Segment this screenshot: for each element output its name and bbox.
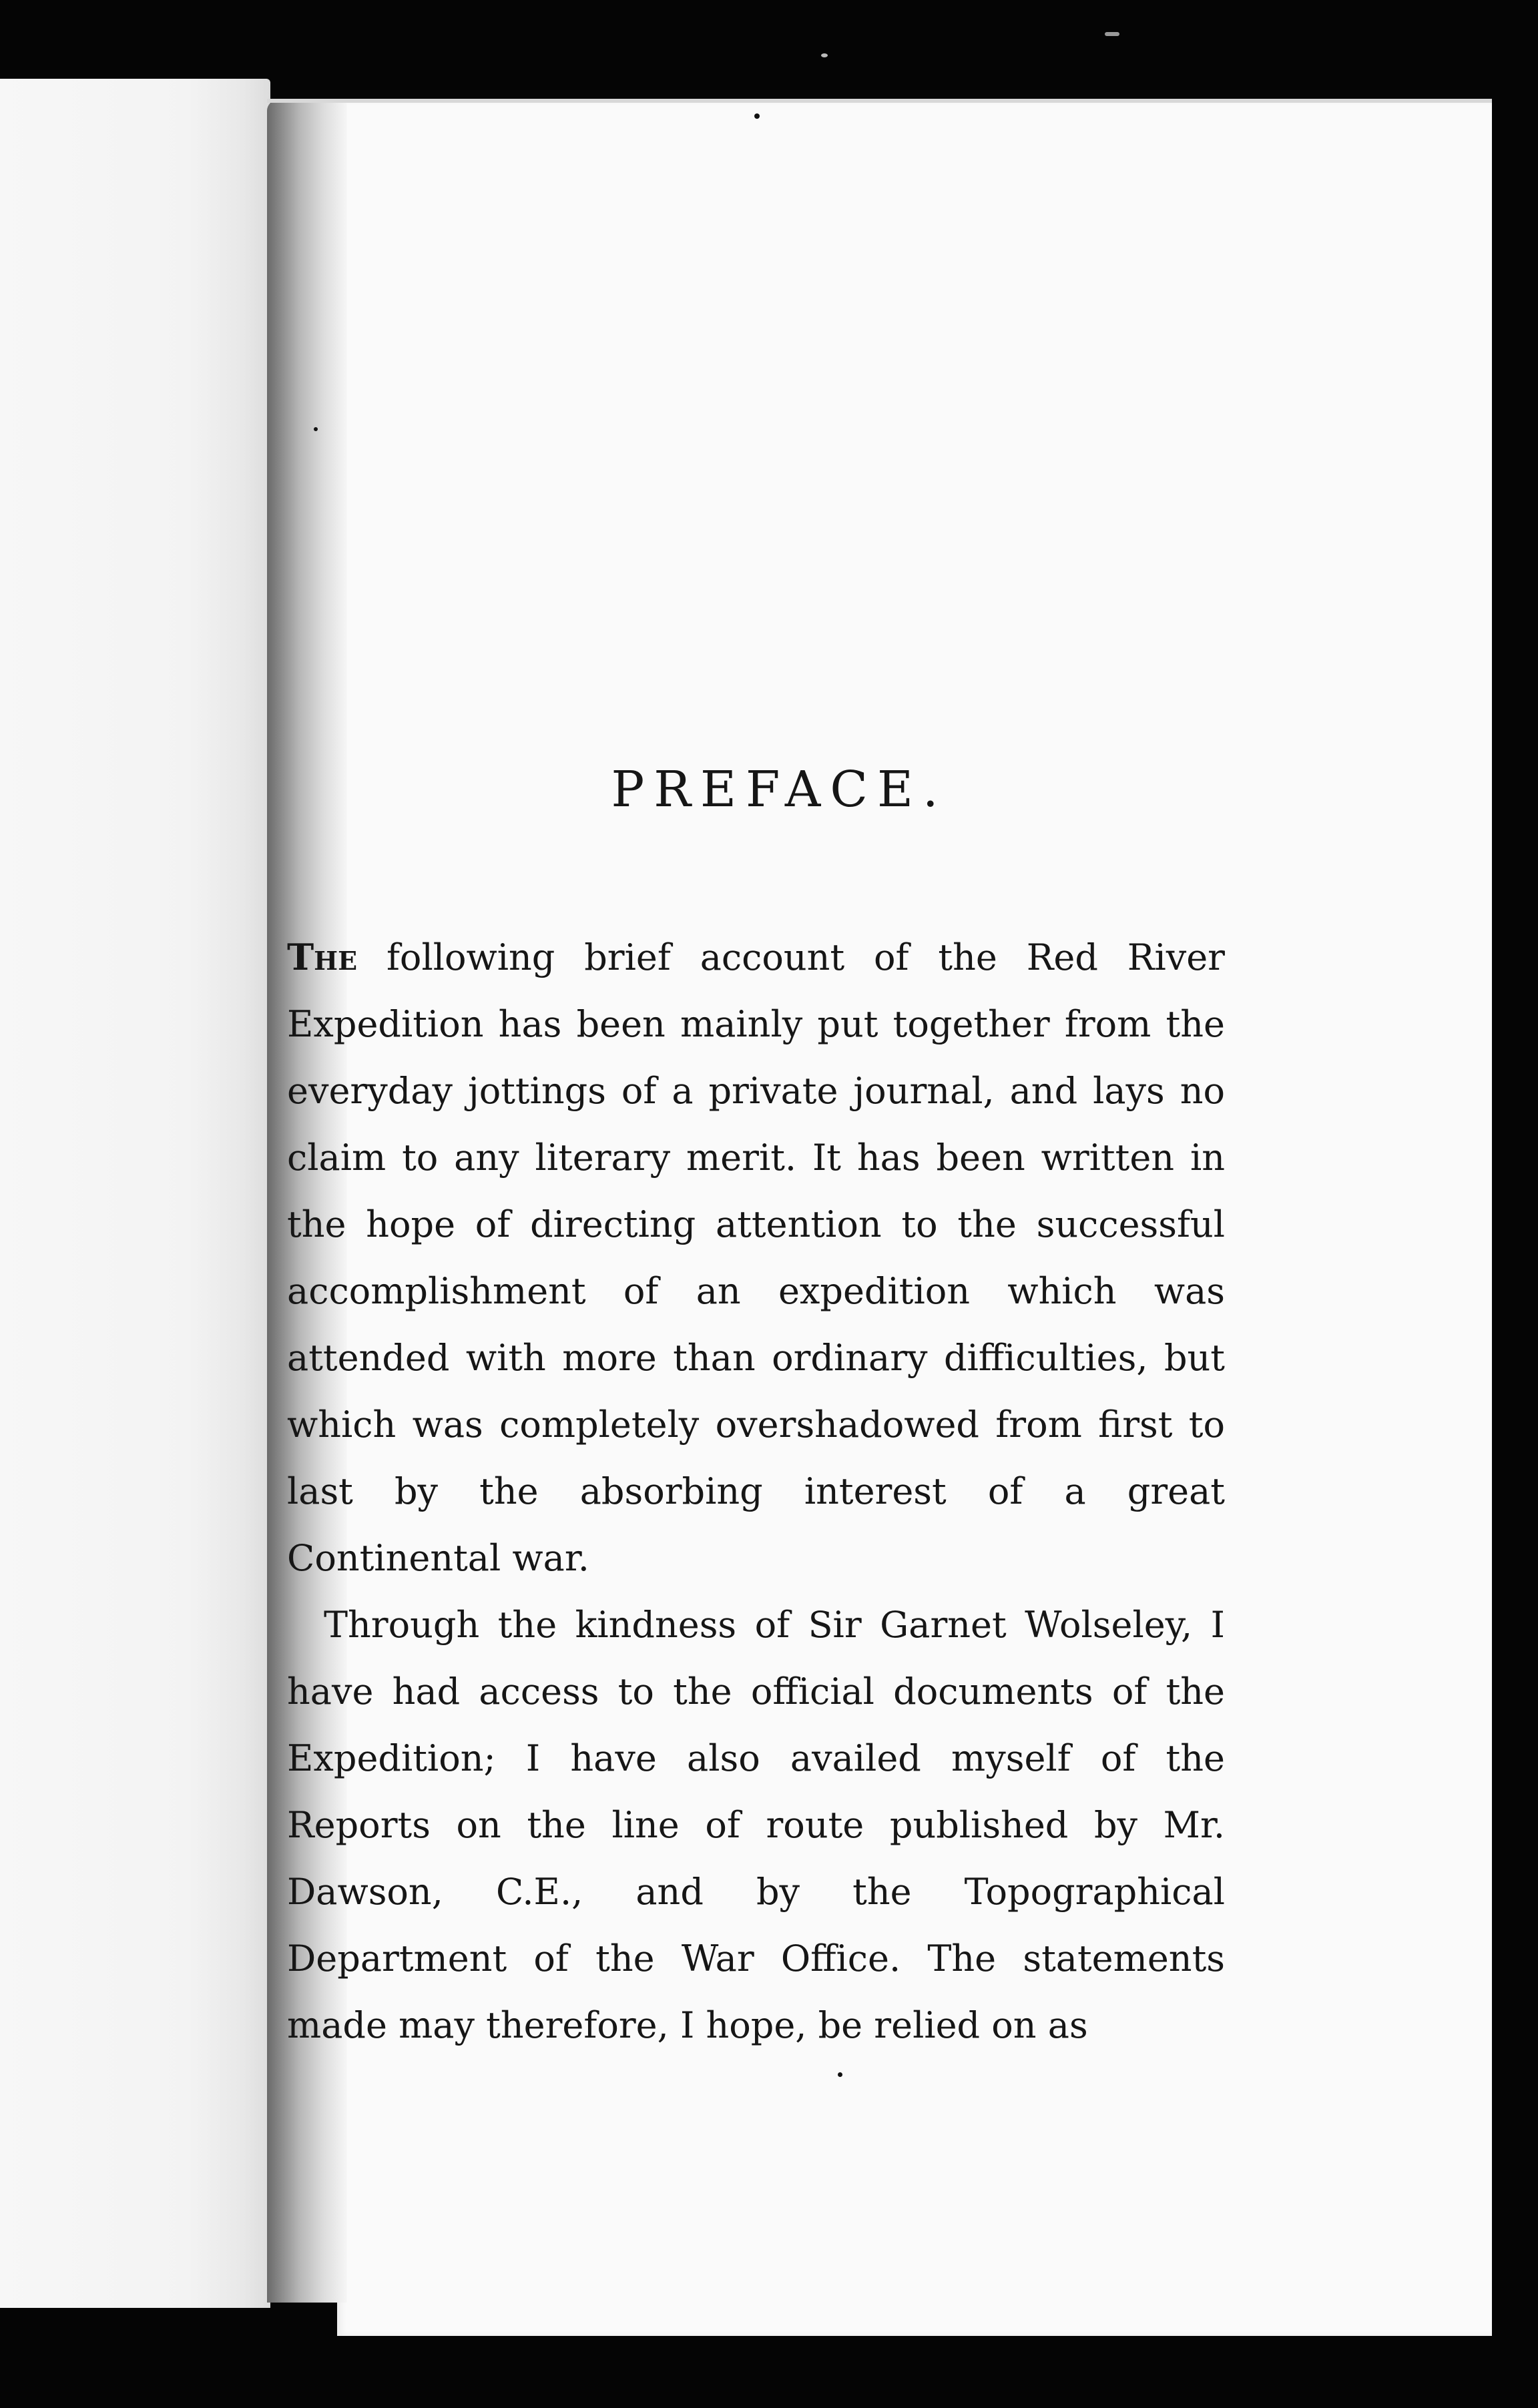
page-top-edge xyxy=(267,99,1492,103)
dust-speck xyxy=(838,2072,842,2077)
left-facing-page-edge xyxy=(0,79,270,2308)
dust-speck xyxy=(314,427,318,431)
preface-text-block xyxy=(287,761,1225,2059)
paragraph xyxy=(287,1592,1225,2059)
paragraph-text: Through the kindness of Sir Garnet Wolseley, I have had access to the official documents of the Expedition; I have also availed myself of the Reports on the line of route published by Mr. Dawson, C.E., and by the Topographical Department of the War Office. The statements made may therefore, I hope, be relied on as xyxy=(287,1604,1225,2046)
drop-lead-word: The xyxy=(287,936,358,978)
page-title: PREFACE. xyxy=(611,761,948,818)
dust-speck xyxy=(754,113,760,119)
dust-speck xyxy=(821,53,828,57)
dust-speck xyxy=(1105,32,1119,36)
paragraph xyxy=(287,924,1225,1592)
paragraph-text: following brief account of the Red River Expedition has been mainly put together from the everyday jottings of a private journal, and lays no claim to any literary merit. It has been written in the hope of directing attention to the successful accomplishment of an expedition which was attended with more than ordinary difficulties, but which was completely overshadowed from first to last by the absorbing interest of a great Continental war. xyxy=(287,936,1225,1579)
